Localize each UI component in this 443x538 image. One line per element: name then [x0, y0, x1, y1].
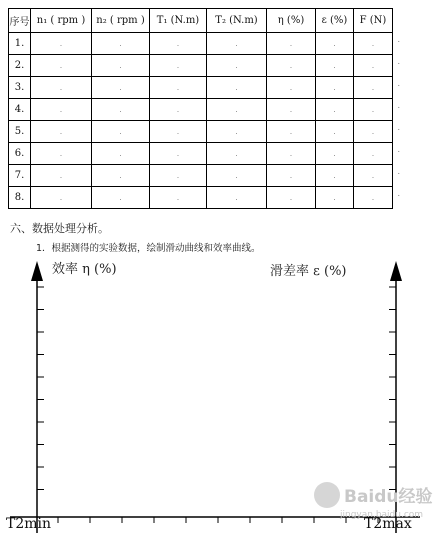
cell-mark: .: [289, 128, 293, 136]
cell-mark: .: [333, 62, 336, 70]
cropped-previous-line: [0, 0, 443, 4]
empty-data-cell[interactable]: [31, 143, 92, 165]
cell-mark: .: [176, 194, 180, 202]
cell-mark: .: [333, 128, 336, 136]
row-number-cell: 8.: [9, 187, 31, 209]
header-cell-n1: n₁ ( rpm ): [31, 9, 92, 33]
cell-mark: .: [59, 40, 63, 48]
table-row: [9, 99, 393, 121]
empty-data-cell[interactable]: [92, 77, 150, 99]
paragraph-mark: .: [397, 101, 400, 110]
table-row: [9, 55, 393, 77]
cell-mark: .: [235, 172, 238, 180]
cell-mark: .: [119, 40, 122, 48]
cell-mark: .: [59, 84, 63, 92]
row-number-cell: 5.: [9, 121, 31, 143]
empty-data-cell[interactable]: [267, 55, 316, 77]
header-cell-index: 序号: [9, 9, 31, 33]
table-row: [9, 121, 393, 143]
cell-mark: .: [371, 150, 375, 158]
empty-data-cell[interactable]: [150, 121, 207, 143]
instruction-text: 1．根据测得的实验数据，绘制滑动曲线和效率曲线。: [36, 243, 261, 254]
empty-data-cell[interactable]: [31, 33, 92, 55]
x-axis-max-label: T2max: [364, 516, 412, 532]
empty-data-cell[interactable]: [92, 121, 150, 143]
cell-mark: .: [333, 106, 336, 114]
cell-mark: .: [119, 84, 122, 92]
cell-mark: .: [59, 172, 63, 180]
empty-data-cell[interactable]: [354, 121, 400, 143]
row-number-cell: 1.: [9, 33, 31, 55]
cell-mark: .: [59, 194, 63, 202]
cell-mark: .: [176, 128, 180, 136]
empty-data-cell[interactable]: [354, 99, 400, 121]
cell-mark: .: [333, 150, 336, 158]
left-axis-arrow: [31, 261, 43, 281]
empty-data-cell[interactable]: [150, 55, 207, 77]
empty-data-cell[interactable]: [354, 165, 400, 187]
cell-mark: .: [119, 128, 122, 136]
row-number-cell: 7.: [9, 165, 31, 187]
cell-mark: .: [235, 40, 238, 48]
cell-mark: .: [59, 106, 63, 114]
x-axis-min-label: T2min: [6, 516, 52, 532]
empty-data-cell[interactable]: [354, 33, 400, 55]
table-row: [9, 143, 393, 165]
table-row: [9, 165, 393, 187]
empty-data-cell[interactable]: [92, 165, 150, 187]
row-number-cell: 2.: [9, 55, 31, 77]
empty-data-cell[interactable]: [267, 99, 316, 121]
paragraph-mark: .: [397, 123, 400, 132]
empty-data-cell[interactable]: [316, 187, 354, 209]
empty-data-cell[interactable]: [207, 143, 267, 165]
cell-mark: .: [371, 194, 375, 202]
cell-mark: .: [119, 150, 122, 158]
empty-data-cell[interactable]: [316, 165, 354, 187]
cell-mark: .: [289, 62, 293, 70]
cell-mark: .: [119, 172, 122, 180]
right-axis-ticks: [389, 287, 396, 490]
cell-mark: .: [371, 62, 375, 70]
row-number-cell: 6.: [9, 143, 31, 165]
cell-mark: .: [235, 62, 238, 70]
empty-data-cell[interactable]: [92, 33, 150, 55]
left-axis-label: 效率 η (%): [52, 262, 117, 277]
empty-data-cell[interactable]: [267, 77, 316, 99]
watermark-url: jingyan.baidu.com: [340, 510, 424, 520]
empty-data-cell[interactable]: [354, 77, 400, 99]
cell-mark: .: [333, 40, 336, 48]
empty-data-cell[interactable]: [31, 121, 92, 143]
paragraph-mark: .: [397, 167, 400, 176]
empty-data-cell[interactable]: [207, 121, 267, 143]
watermark-name: Baidu经验: [344, 487, 433, 507]
empty-data-cell[interactable]: [31, 77, 92, 99]
cell-mark: .: [235, 84, 238, 92]
paragraph-mark: .: [397, 189, 400, 198]
empty-data-cell[interactable]: [31, 165, 92, 187]
right-axis-arrow: [390, 261, 402, 281]
cell-mark: .: [119, 62, 122, 70]
cell-mark: .: [119, 106, 122, 114]
table-row: [9, 33, 393, 55]
row-number-cell: 3.: [9, 77, 31, 99]
empty-data-cell[interactable]: [267, 121, 316, 143]
cell-mark: .: [289, 150, 293, 158]
cell-mark: .: [176, 106, 180, 114]
empty-data-cell[interactable]: [316, 55, 354, 77]
empty-data-cell[interactable]: [267, 143, 316, 165]
cell-mark: .: [371, 84, 375, 92]
cell-mark: .: [59, 62, 63, 70]
empty-data-cell[interactable]: [316, 99, 354, 121]
empty-data-cell[interactable]: [150, 165, 207, 187]
empty-data-cell[interactable]: [150, 99, 207, 121]
empty-data-cell[interactable]: [267, 165, 316, 187]
cell-mark: .: [371, 128, 375, 136]
cell-mark: .: [371, 106, 375, 114]
empty-data-cell[interactable]: [31, 55, 92, 77]
cell-mark: .: [333, 194, 336, 202]
empty-data-cell[interactable]: [31, 99, 92, 121]
empty-data-cell[interactable]: [150, 187, 207, 209]
empty-data-cell[interactable]: [354, 187, 400, 209]
header-cell-efficiency: η (%): [267, 9, 316, 33]
cell-mark: .: [289, 84, 293, 92]
cell-mark: .: [119, 194, 122, 202]
cell-mark: .: [235, 194, 238, 202]
cell-mark: .: [289, 106, 293, 114]
cell-mark: .: [235, 128, 238, 136]
empty-data-cell[interactable]: [92, 55, 150, 77]
header-cell-force: F (N): [354, 9, 393, 33]
empty-data-cell[interactable]: [354, 143, 400, 165]
cell-mark: .: [176, 150, 180, 158]
cell-mark: .: [289, 172, 293, 180]
paragraph-mark: .: [397, 145, 400, 154]
cell-mark: .: [235, 106, 238, 114]
empty-data-cell[interactable]: [207, 55, 267, 77]
empty-data-cell[interactable]: [92, 187, 150, 209]
empty-data-cell[interactable]: [316, 121, 354, 143]
header-cell-slip: ε (%): [316, 9, 354, 33]
empty-data-cell[interactable]: [150, 143, 207, 165]
table-header-row: [9, 9, 393, 33]
row-number-cell: 4.: [9, 99, 31, 121]
empty-data-cell[interactable]: [31, 187, 92, 209]
empty-data-cell[interactable]: [150, 77, 207, 99]
cell-mark: .: [333, 84, 336, 92]
paragraph-mark: .: [397, 35, 400, 44]
cell-mark: .: [176, 62, 180, 70]
table-row: [9, 187, 393, 209]
paragraph-mark: .: [397, 57, 400, 66]
left-axis-ticks: [37, 287, 44, 490]
paw-icon: [314, 482, 340, 508]
cell-mark: .: [235, 150, 238, 158]
empty-data-cell[interactable]: [92, 143, 150, 165]
empty-data-cell[interactable]: [207, 77, 267, 99]
empty-data-cell[interactable]: [316, 77, 354, 99]
empty-data-cell[interactable]: [316, 33, 354, 55]
cell-mark: .: [176, 40, 180, 48]
empty-data-cell[interactable]: [207, 165, 267, 187]
header-cell-t1: T₁ (N.m): [150, 9, 207, 33]
cell-mark: .: [333, 172, 336, 180]
section-heading: 六、数据处理分析。: [10, 222, 109, 235]
right-axis-label: 滑差率 ε (%): [270, 264, 347, 279]
empty-data-cell[interactable]: [354, 55, 400, 77]
empty-data-cell[interactable]: [207, 187, 267, 209]
cell-mark: .: [59, 128, 63, 136]
cell-mark: .: [176, 84, 180, 92]
empty-data-cell[interactable]: [150, 33, 207, 55]
empty-data-cell[interactable]: [316, 143, 354, 165]
empty-data-cell[interactable]: [267, 33, 316, 55]
cell-mark: .: [176, 172, 180, 180]
cell-mark: .: [289, 40, 293, 48]
cell-mark: .: [371, 172, 375, 180]
empty-data-cell[interactable]: [267, 187, 316, 209]
empty-data-cell[interactable]: [207, 33, 267, 55]
cell-mark: .: [289, 194, 293, 202]
cell-mark: .: [59, 150, 63, 158]
table-row: [9, 77, 393, 99]
empty-data-cell[interactable]: [207, 99, 267, 121]
empty-data-cell[interactable]: [92, 99, 150, 121]
header-cell-n2: n₂ ( rpm ): [92, 9, 150, 33]
experiment-data-table: [8, 8, 400, 209]
baidu-watermark: [314, 478, 434, 530]
paragraph-mark: .: [397, 79, 400, 88]
header-cell-t2: T₂ (N.m): [207, 9, 267, 33]
cell-mark: .: [371, 40, 375, 48]
